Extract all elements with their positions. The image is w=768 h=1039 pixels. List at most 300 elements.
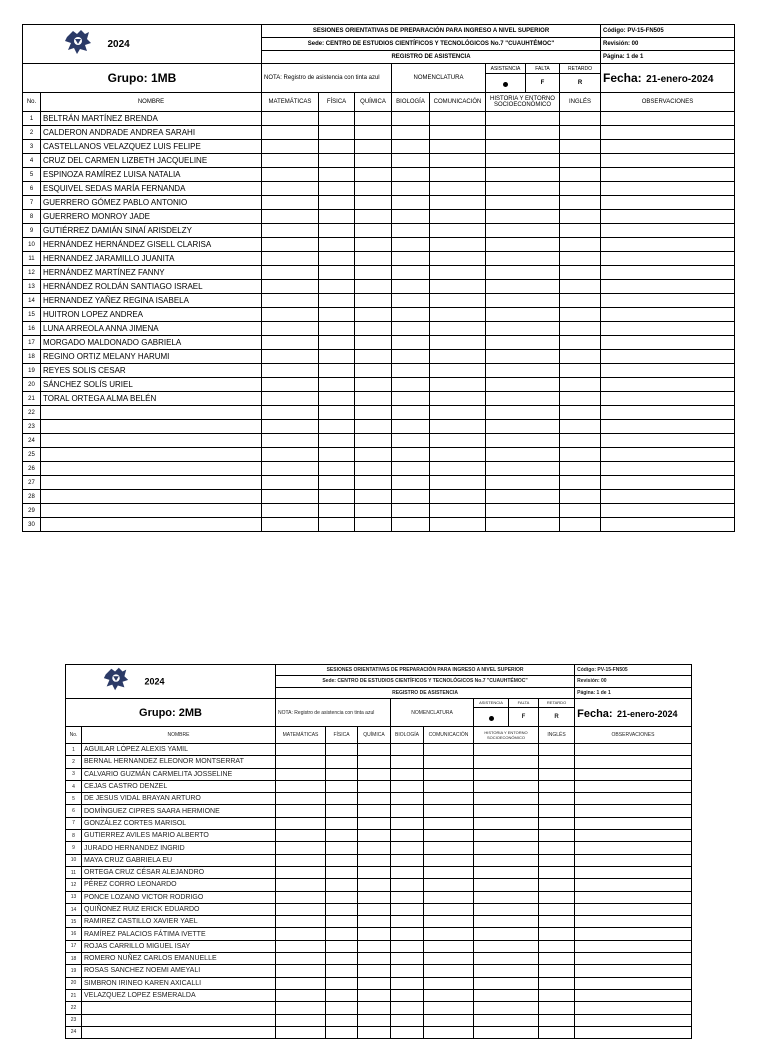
- attendance-cell-observaciones[interactable]: [601, 224, 735, 238]
- attendance-cell-comunicacion[interactable]: [424, 916, 474, 928]
- attendance-cell-quimica[interactable]: [358, 891, 391, 903]
- attendance-cell-fisica[interactable]: [319, 504, 355, 518]
- attendance-cell-historia[interactable]: [474, 842, 539, 854]
- attendance-cell-ingles[interactable]: [560, 140, 601, 154]
- attendance-cell-matematicas[interactable]: [276, 977, 326, 989]
- attendance-cell-biologia[interactable]: [392, 182, 430, 196]
- attendance-cell-fisica[interactable]: [326, 940, 358, 952]
- attendance-cell-ingles[interactable]: [539, 879, 575, 891]
- attendance-cell-comunicacion[interactable]: [424, 830, 474, 842]
- attendance-cell-comunicacion[interactable]: [430, 294, 486, 308]
- attendance-cell-biologia[interactable]: [391, 903, 424, 915]
- attendance-cell-matematicas[interactable]: [276, 842, 326, 854]
- attendance-cell-observaciones[interactable]: [575, 891, 692, 903]
- attendance-cell-quimica[interactable]: [355, 518, 392, 532]
- attendance-cell-historia[interactable]: [486, 280, 560, 294]
- attendance-cell-ingles[interactable]: [560, 490, 601, 504]
- attendance-cell-quimica[interactable]: [358, 977, 391, 989]
- attendance-cell-comunicacion[interactable]: [430, 420, 486, 434]
- attendance-cell-quimica[interactable]: [355, 392, 392, 406]
- attendance-cell-ingles[interactable]: [539, 756, 575, 768]
- attendance-cell-observaciones[interactable]: [601, 448, 735, 462]
- attendance-cell-quimica[interactable]: [358, 903, 391, 915]
- attendance-cell-historia[interactable]: [486, 504, 560, 518]
- attendance-cell-comunicacion[interactable]: [424, 1026, 474, 1038]
- attendance-cell-historia[interactable]: [486, 210, 560, 224]
- attendance-cell-biologia[interactable]: [392, 406, 430, 420]
- attendance-cell-biologia[interactable]: [392, 350, 430, 364]
- attendance-cell-biologia[interactable]: [392, 378, 430, 392]
- attendance-cell-biologia[interactable]: [391, 1014, 424, 1026]
- attendance-cell-historia[interactable]: [486, 322, 560, 336]
- attendance-cell-biologia[interactable]: [391, 756, 424, 768]
- attendance-cell-comunicacion[interactable]: [430, 476, 486, 490]
- attendance-cell-historia[interactable]: [474, 977, 539, 989]
- attendance-cell-quimica[interactable]: [355, 462, 392, 476]
- attendance-cell-quimica[interactable]: [355, 154, 392, 168]
- attendance-cell-comunicacion[interactable]: [424, 891, 474, 903]
- attendance-cell-quimica[interactable]: [358, 805, 391, 817]
- attendance-cell-quimica[interactable]: [355, 112, 392, 126]
- attendance-cell-comunicacion[interactable]: [424, 817, 474, 829]
- attendance-cell-biologia[interactable]: [391, 879, 424, 891]
- attendance-cell-matematicas[interactable]: [276, 903, 326, 915]
- attendance-cell-fisica[interactable]: [319, 126, 355, 140]
- attendance-cell-historia[interactable]: [474, 903, 539, 915]
- attendance-cell-matematicas[interactable]: [276, 793, 326, 805]
- attendance-cell-observaciones[interactable]: [575, 842, 692, 854]
- attendance-cell-observaciones[interactable]: [575, 928, 692, 940]
- attendance-cell-comunicacion[interactable]: [424, 940, 474, 952]
- attendance-cell-fisica[interactable]: [326, 953, 358, 965]
- attendance-cell-historia[interactable]: [474, 879, 539, 891]
- attendance-cell-fisica[interactable]: [319, 476, 355, 490]
- attendance-cell-matematicas[interactable]: [262, 378, 319, 392]
- attendance-cell-matematicas[interactable]: [262, 434, 319, 448]
- attendance-cell-fisica[interactable]: [319, 280, 355, 294]
- attendance-cell-biologia[interactable]: [392, 518, 430, 532]
- attendance-cell-ingles[interactable]: [539, 1002, 575, 1014]
- attendance-cell-quimica[interactable]: [358, 965, 391, 977]
- attendance-cell-observaciones[interactable]: [575, 854, 692, 866]
- attendance-cell-biologia[interactable]: [391, 842, 424, 854]
- attendance-cell-historia[interactable]: [486, 154, 560, 168]
- attendance-cell-matematicas[interactable]: [276, 830, 326, 842]
- attendance-cell-fisica[interactable]: [319, 406, 355, 420]
- attendance-cell-observaciones[interactable]: [601, 462, 735, 476]
- attendance-cell-quimica[interactable]: [355, 196, 392, 210]
- attendance-cell-matematicas[interactable]: [262, 504, 319, 518]
- attendance-cell-fisica[interactable]: [319, 224, 355, 238]
- attendance-cell-observaciones[interactable]: [601, 322, 735, 336]
- attendance-cell-comunicacion[interactable]: [430, 378, 486, 392]
- attendance-cell-biologia[interactable]: [392, 490, 430, 504]
- attendance-cell-quimica[interactable]: [358, 854, 391, 866]
- attendance-cell-quimica[interactable]: [355, 448, 392, 462]
- attendance-cell-matematicas[interactable]: [262, 238, 319, 252]
- attendance-cell-matematicas[interactable]: [262, 462, 319, 476]
- attendance-cell-fisica[interactable]: [319, 210, 355, 224]
- attendance-cell-fisica[interactable]: [326, 805, 358, 817]
- attendance-cell-observaciones[interactable]: [575, 756, 692, 768]
- attendance-cell-observaciones[interactable]: [575, 768, 692, 780]
- attendance-cell-observaciones[interactable]: [601, 196, 735, 210]
- attendance-cell-comunicacion[interactable]: [430, 154, 486, 168]
- attendance-cell-biologia[interactable]: [392, 504, 430, 518]
- attendance-cell-comunicacion[interactable]: [430, 364, 486, 378]
- attendance-cell-ingles[interactable]: [560, 238, 601, 252]
- attendance-cell-fisica[interactable]: [326, 768, 358, 780]
- attendance-cell-quimica[interactable]: [358, 756, 391, 768]
- attendance-cell-quimica[interactable]: [358, 744, 391, 756]
- attendance-cell-matematicas[interactable]: [262, 336, 319, 350]
- attendance-cell-observaciones[interactable]: [601, 378, 735, 392]
- attendance-cell-matematicas[interactable]: [276, 891, 326, 903]
- attendance-cell-ingles[interactable]: [560, 112, 601, 126]
- attendance-cell-ingles[interactable]: [560, 518, 601, 532]
- attendance-cell-ingles[interactable]: [560, 294, 601, 308]
- attendance-cell-biologia[interactable]: [392, 126, 430, 140]
- attendance-cell-comunicacion[interactable]: [424, 854, 474, 866]
- attendance-cell-ingles[interactable]: [560, 224, 601, 238]
- attendance-cell-biologia[interactable]: [392, 252, 430, 266]
- attendance-cell-fisica[interactable]: [319, 364, 355, 378]
- attendance-cell-historia[interactable]: [474, 854, 539, 866]
- attendance-cell-quimica[interactable]: [355, 490, 392, 504]
- attendance-cell-fisica[interactable]: [326, 965, 358, 977]
- attendance-cell-historia[interactable]: [486, 490, 560, 504]
- attendance-cell-fisica[interactable]: [319, 350, 355, 364]
- attendance-cell-historia[interactable]: [486, 308, 560, 322]
- attendance-cell-matematicas[interactable]: [276, 866, 326, 878]
- attendance-cell-historia[interactable]: [486, 168, 560, 182]
- attendance-cell-biologia[interactable]: [392, 294, 430, 308]
- attendance-cell-fisica[interactable]: [326, 989, 358, 1001]
- attendance-cell-fisica[interactable]: [319, 420, 355, 434]
- attendance-cell-ingles[interactable]: [560, 448, 601, 462]
- attendance-cell-matematicas[interactable]: [276, 744, 326, 756]
- attendance-cell-comunicacion[interactable]: [430, 322, 486, 336]
- attendance-cell-biologia[interactable]: [392, 112, 430, 126]
- attendance-cell-biologia[interactable]: [391, 854, 424, 866]
- attendance-cell-comunicacion[interactable]: [424, 928, 474, 940]
- attendance-cell-comunicacion[interactable]: [424, 780, 474, 792]
- attendance-cell-observaciones[interactable]: [601, 364, 735, 378]
- attendance-cell-observaciones[interactable]: [601, 280, 735, 294]
- attendance-cell-observaciones[interactable]: [575, 744, 692, 756]
- attendance-cell-ingles[interactable]: [560, 336, 601, 350]
- attendance-cell-observaciones[interactable]: [601, 476, 735, 490]
- attendance-cell-quimica[interactable]: [355, 476, 392, 490]
- attendance-cell-ingles[interactable]: [539, 916, 575, 928]
- attendance-cell-fisica[interactable]: [326, 916, 358, 928]
- attendance-cell-biologia[interactable]: [392, 308, 430, 322]
- attendance-cell-ingles[interactable]: [560, 210, 601, 224]
- attendance-cell-observaciones[interactable]: [575, 989, 692, 1001]
- attendance-cell-matematicas[interactable]: [262, 126, 319, 140]
- attendance-cell-observaciones[interactable]: [601, 140, 735, 154]
- attendance-cell-biologia[interactable]: [392, 238, 430, 252]
- attendance-cell-comunicacion[interactable]: [430, 336, 486, 350]
- attendance-cell-ingles[interactable]: [560, 308, 601, 322]
- attendance-cell-comunicacion[interactable]: [424, 793, 474, 805]
- attendance-cell-observaciones[interactable]: [575, 1014, 692, 1026]
- attendance-cell-matematicas[interactable]: [262, 350, 319, 364]
- attendance-cell-observaciones[interactable]: [575, 805, 692, 817]
- attendance-cell-ingles[interactable]: [539, 965, 575, 977]
- attendance-cell-fisica[interactable]: [319, 196, 355, 210]
- attendance-cell-ingles[interactable]: [539, 805, 575, 817]
- attendance-cell-quimica[interactable]: [358, 842, 391, 854]
- attendance-cell-historia[interactable]: [474, 780, 539, 792]
- attendance-cell-matematicas[interactable]: [262, 476, 319, 490]
- attendance-cell-quimica[interactable]: [355, 140, 392, 154]
- attendance-cell-biologia[interactable]: [391, 953, 424, 965]
- attendance-cell-fisica[interactable]: [326, 891, 358, 903]
- attendance-cell-quimica[interactable]: [355, 350, 392, 364]
- attendance-cell-biologia[interactable]: [391, 916, 424, 928]
- attendance-cell-comunicacion[interactable]: [430, 406, 486, 420]
- attendance-cell-ingles[interactable]: [560, 378, 601, 392]
- attendance-cell-fisica[interactable]: [326, 780, 358, 792]
- attendance-cell-observaciones[interactable]: [575, 1026, 692, 1038]
- attendance-cell-quimica[interactable]: [355, 364, 392, 378]
- attendance-cell-historia[interactable]: [474, 830, 539, 842]
- attendance-cell-comunicacion[interactable]: [424, 903, 474, 915]
- attendance-cell-observaciones[interactable]: [575, 965, 692, 977]
- attendance-cell-historia[interactable]: [486, 266, 560, 280]
- attendance-cell-biologia[interactable]: [391, 977, 424, 989]
- attendance-cell-quimica[interactable]: [355, 252, 392, 266]
- attendance-cell-observaciones[interactable]: [575, 793, 692, 805]
- attendance-cell-ingles[interactable]: [560, 252, 601, 266]
- attendance-cell-fisica[interactable]: [319, 434, 355, 448]
- attendance-cell-quimica[interactable]: [355, 266, 392, 280]
- attendance-cell-ingles[interactable]: [560, 420, 601, 434]
- attendance-cell-historia[interactable]: [486, 392, 560, 406]
- attendance-cell-biologia[interactable]: [392, 476, 430, 490]
- attendance-cell-matematicas[interactable]: [262, 448, 319, 462]
- attendance-cell-observaciones[interactable]: [601, 308, 735, 322]
- attendance-cell-matematicas[interactable]: [262, 196, 319, 210]
- attendance-cell-biologia[interactable]: [391, 780, 424, 792]
- attendance-cell-comunicacion[interactable]: [424, 1002, 474, 1014]
- attendance-cell-fisica[interactable]: [319, 112, 355, 126]
- attendance-cell-biologia[interactable]: [392, 336, 430, 350]
- attendance-cell-ingles[interactable]: [539, 989, 575, 1001]
- attendance-cell-biologia[interactable]: [391, 1026, 424, 1038]
- attendance-cell-historia[interactable]: [474, 793, 539, 805]
- attendance-cell-historia[interactable]: [486, 140, 560, 154]
- attendance-cell-matematicas[interactable]: [262, 490, 319, 504]
- attendance-cell-fisica[interactable]: [326, 879, 358, 891]
- attendance-cell-matematicas[interactable]: [276, 817, 326, 829]
- attendance-cell-biologia[interactable]: [392, 434, 430, 448]
- attendance-cell-matematicas[interactable]: [262, 406, 319, 420]
- attendance-cell-matematicas[interactable]: [276, 854, 326, 866]
- attendance-cell-biologia[interactable]: [392, 280, 430, 294]
- attendance-cell-quimica[interactable]: [355, 294, 392, 308]
- attendance-cell-biologia[interactable]: [391, 817, 424, 829]
- attendance-cell-quimica[interactable]: [355, 406, 392, 420]
- attendance-cell-biologia[interactable]: [392, 448, 430, 462]
- attendance-cell-matematicas[interactable]: [262, 224, 319, 238]
- attendance-cell-quimica[interactable]: [358, 1014, 391, 1026]
- attendance-cell-historia[interactable]: [474, 989, 539, 1001]
- attendance-cell-quimica[interactable]: [358, 916, 391, 928]
- attendance-cell-quimica[interactable]: [355, 224, 392, 238]
- attendance-cell-comunicacion[interactable]: [424, 1014, 474, 1026]
- attendance-cell-historia[interactable]: [474, 805, 539, 817]
- attendance-cell-quimica[interactable]: [358, 830, 391, 842]
- attendance-cell-comunicacion[interactable]: [430, 392, 486, 406]
- attendance-cell-observaciones[interactable]: [601, 336, 735, 350]
- attendance-cell-matematicas[interactable]: [262, 140, 319, 154]
- attendance-cell-historia[interactable]: [474, 744, 539, 756]
- attendance-cell-ingles[interactable]: [539, 891, 575, 903]
- attendance-cell-historia[interactable]: [474, 866, 539, 878]
- attendance-cell-comunicacion[interactable]: [430, 168, 486, 182]
- attendance-cell-biologia[interactable]: [392, 154, 430, 168]
- attendance-cell-historia[interactable]: [474, 1014, 539, 1026]
- attendance-cell-observaciones[interactable]: [575, 830, 692, 842]
- attendance-cell-biologia[interactable]: [392, 140, 430, 154]
- attendance-cell-biologia[interactable]: [391, 940, 424, 952]
- attendance-cell-observaciones[interactable]: [575, 977, 692, 989]
- attendance-cell-fisica[interactable]: [326, 854, 358, 866]
- attendance-cell-historia[interactable]: [486, 224, 560, 238]
- attendance-cell-observaciones[interactable]: [601, 392, 735, 406]
- attendance-cell-ingles[interactable]: [560, 476, 601, 490]
- attendance-cell-observaciones[interactable]: [575, 817, 692, 829]
- attendance-cell-ingles[interactable]: [560, 462, 601, 476]
- attendance-cell-ingles[interactable]: [560, 196, 601, 210]
- attendance-cell-fisica[interactable]: [319, 238, 355, 252]
- attendance-cell-matematicas[interactable]: [262, 518, 319, 532]
- attendance-cell-fisica[interactable]: [319, 322, 355, 336]
- attendance-cell-ingles[interactable]: [560, 350, 601, 364]
- attendance-cell-historia[interactable]: [486, 238, 560, 252]
- attendance-cell-fisica[interactable]: [326, 817, 358, 829]
- attendance-cell-comunicacion[interactable]: [424, 744, 474, 756]
- attendance-cell-historia[interactable]: [486, 448, 560, 462]
- attendance-cell-fisica[interactable]: [319, 448, 355, 462]
- attendance-cell-fisica[interactable]: [319, 266, 355, 280]
- attendance-cell-biologia[interactable]: [392, 210, 430, 224]
- attendance-cell-comunicacion[interactable]: [430, 518, 486, 532]
- attendance-cell-comunicacion[interactable]: [430, 210, 486, 224]
- attendance-cell-biologia[interactable]: [391, 805, 424, 817]
- attendance-cell-historia[interactable]: [474, 756, 539, 768]
- attendance-cell-observaciones[interactable]: [601, 294, 735, 308]
- attendance-cell-matematicas[interactable]: [262, 392, 319, 406]
- attendance-cell-fisica[interactable]: [319, 252, 355, 266]
- attendance-cell-historia[interactable]: [486, 378, 560, 392]
- attendance-cell-observaciones[interactable]: [601, 434, 735, 448]
- attendance-cell-quimica[interactable]: [355, 378, 392, 392]
- attendance-cell-fisica[interactable]: [326, 830, 358, 842]
- attendance-cell-ingles[interactable]: [539, 793, 575, 805]
- attendance-cell-quimica[interactable]: [355, 434, 392, 448]
- attendance-cell-fisica[interactable]: [326, 1002, 358, 1014]
- attendance-cell-ingles[interactable]: [539, 854, 575, 866]
- attendance-cell-observaciones[interactable]: [601, 154, 735, 168]
- attendance-cell-historia[interactable]: [474, 940, 539, 952]
- attendance-cell-matematicas[interactable]: [276, 989, 326, 1001]
- attendance-cell-fisica[interactable]: [319, 140, 355, 154]
- attendance-cell-historia[interactable]: [486, 196, 560, 210]
- attendance-cell-comunicacion[interactable]: [430, 280, 486, 294]
- attendance-cell-observaciones[interactable]: [575, 903, 692, 915]
- attendance-cell-ingles[interactable]: [560, 392, 601, 406]
- attendance-cell-fisica[interactable]: [326, 977, 358, 989]
- attendance-cell-fisica[interactable]: [319, 490, 355, 504]
- attendance-cell-quimica[interactable]: [355, 420, 392, 434]
- attendance-cell-observaciones[interactable]: [601, 238, 735, 252]
- attendance-cell-fisica[interactable]: [326, 744, 358, 756]
- attendance-cell-observaciones[interactable]: [601, 420, 735, 434]
- attendance-cell-quimica[interactable]: [355, 308, 392, 322]
- attendance-cell-biologia[interactable]: [392, 196, 430, 210]
- attendance-cell-comunicacion[interactable]: [424, 805, 474, 817]
- attendance-cell-comunicacion[interactable]: [430, 462, 486, 476]
- attendance-cell-historia[interactable]: [486, 182, 560, 196]
- attendance-cell-ingles[interactable]: [560, 266, 601, 280]
- attendance-cell-matematicas[interactable]: [262, 252, 319, 266]
- attendance-cell-fisica[interactable]: [319, 392, 355, 406]
- attendance-cell-biologia[interactable]: [392, 266, 430, 280]
- attendance-cell-matematicas[interactable]: [262, 210, 319, 224]
- attendance-cell-matematicas[interactable]: [262, 182, 319, 196]
- attendance-cell-quimica[interactable]: [358, 817, 391, 829]
- attendance-cell-quimica[interactable]: [355, 280, 392, 294]
- attendance-cell-ingles[interactable]: [539, 744, 575, 756]
- attendance-cell-comunicacion[interactable]: [424, 977, 474, 989]
- attendance-cell-comunicacion[interactable]: [424, 953, 474, 965]
- attendance-cell-quimica[interactable]: [358, 780, 391, 792]
- attendance-cell-observaciones[interactable]: [601, 182, 735, 196]
- attendance-cell-quimica[interactable]: [358, 879, 391, 891]
- attendance-cell-matematicas[interactable]: [262, 280, 319, 294]
- attendance-cell-comunicacion[interactable]: [430, 196, 486, 210]
- attendance-cell-matematicas[interactable]: [276, 1026, 326, 1038]
- attendance-cell-historia[interactable]: [486, 364, 560, 378]
- attendance-cell-historia[interactable]: [486, 126, 560, 140]
- attendance-cell-observaciones[interactable]: [601, 518, 735, 532]
- attendance-cell-biologia[interactable]: [391, 1002, 424, 1014]
- attendance-cell-ingles[interactable]: [539, 940, 575, 952]
- attendance-cell-historia[interactable]: [486, 462, 560, 476]
- attendance-cell-ingles[interactable]: [539, 1026, 575, 1038]
- attendance-cell-comunicacion[interactable]: [430, 182, 486, 196]
- attendance-cell-quimica[interactable]: [358, 940, 391, 952]
- attendance-cell-historia[interactable]: [486, 406, 560, 420]
- attendance-cell-biologia[interactable]: [391, 965, 424, 977]
- attendance-cell-historia[interactable]: [486, 294, 560, 308]
- attendance-cell-observaciones[interactable]: [575, 953, 692, 965]
- attendance-cell-comunicacion[interactable]: [430, 252, 486, 266]
- attendance-cell-matematicas[interactable]: [262, 308, 319, 322]
- attendance-cell-historia[interactable]: [474, 891, 539, 903]
- attendance-cell-matematicas[interactable]: [262, 364, 319, 378]
- attendance-cell-observaciones[interactable]: [601, 350, 735, 364]
- attendance-cell-matematicas[interactable]: [276, 805, 326, 817]
- attendance-cell-observaciones[interactable]: [575, 916, 692, 928]
- attendance-cell-historia[interactable]: [486, 252, 560, 266]
- attendance-cell-biologia[interactable]: [392, 224, 430, 238]
- attendance-cell-matematicas[interactable]: [276, 940, 326, 952]
- attendance-cell-matematicas[interactable]: [262, 266, 319, 280]
